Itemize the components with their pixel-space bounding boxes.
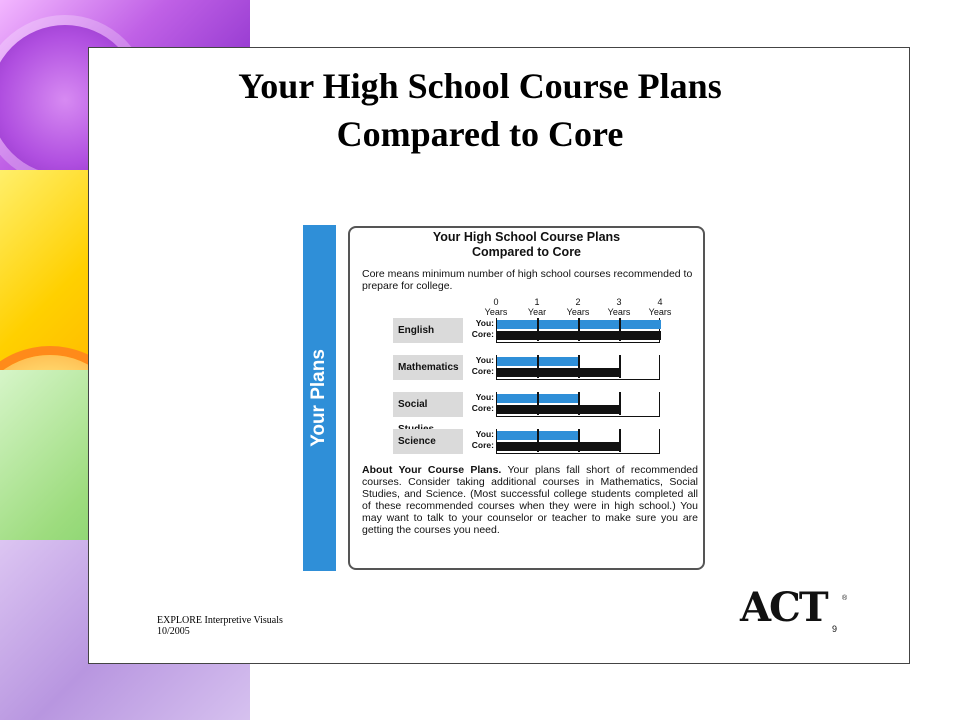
- year-divider: [578, 392, 580, 415]
- you-core-labels: You: Core:: [471, 429, 494, 450]
- panel-title-line2: Compared to Core: [471, 245, 582, 259]
- year-divider: [537, 429, 539, 452]
- about-heading: About Your Course Plans.: [362, 464, 502, 476]
- your-plans-label: Your Plans: [308, 349, 329, 447]
- slide-title: [40, 62, 920, 158]
- social-studies-bar-cell: [496, 392, 660, 417]
- you-core-labels: You: Core:: [471, 392, 494, 413]
- registered-mark: ®: [842, 595, 848, 602]
- page-number: 9: [832, 624, 838, 634]
- mathematics-bar-cell: [496, 355, 660, 380]
- mathematics-core-bar: [497, 368, 620, 377]
- year-divider: [578, 355, 580, 378]
- footer-line1: EXPLORE Interpretive Visuals: [157, 615, 283, 626]
- year-label-2: 2 Years: [566, 297, 590, 317]
- subject-label-english: English: [393, 318, 463, 343]
- about-text: Your plans fall short of recommended courses. Consider taking additional courses in Mathematics, Social Studies, and Science. (Most successful college students completed all of these recommended courses when they were in high school.) You may want to talk to your counselor or teacher to make sure you are getting the courses you need.: [362, 464, 698, 536]
- year-label-4: 4 Years: [648, 297, 672, 317]
- year-label-0: 0 Years: [484, 297, 508, 317]
- science-core-bar: [497, 442, 620, 451]
- year-label-3: 3 Years: [607, 297, 631, 317]
- social-studies-core-bar: [497, 405, 620, 414]
- year-divider: [619, 429, 621, 452]
- core-description: Core means minimum number of high school courses recommended to prepare for college.: [362, 268, 693, 292]
- panel-title-line1: Your High School Course Plans: [432, 230, 621, 244]
- year-label-1: 1 Year: [527, 297, 547, 317]
- act-logo: ACT: [740, 584, 827, 631]
- you-core-labels: You: Core:: [471, 355, 494, 376]
- you-core-labels: You: Core:: [471, 318, 494, 339]
- year-divider: [578, 318, 580, 341]
- year-divider: [537, 355, 539, 378]
- footer-line2: 10/2005: [157, 626, 190, 637]
- year-divider: [537, 318, 539, 341]
- subject-label-social-studies: Social: [393, 392, 463, 417]
- english-bar-cell: [496, 318, 660, 343]
- year-divider: [619, 318, 621, 341]
- science-bar-cell: [496, 429, 660, 454]
- subject-label-science: Science: [393, 429, 463, 454]
- panel-title: [348, 230, 705, 260]
- slide-title-line1: Your High School Course Plans: [238, 66, 722, 106]
- footer-caption: [157, 615, 283, 637]
- subject-label-mathematics: Mathematics: [393, 355, 463, 380]
- about-course-plans: [362, 464, 698, 536]
- year-divider: [619, 355, 621, 378]
- year-divider: [537, 392, 539, 415]
- slide-title-line2: Compared to Core: [336, 114, 624, 154]
- year-divider: [578, 429, 580, 452]
- year-divider: [619, 392, 621, 415]
